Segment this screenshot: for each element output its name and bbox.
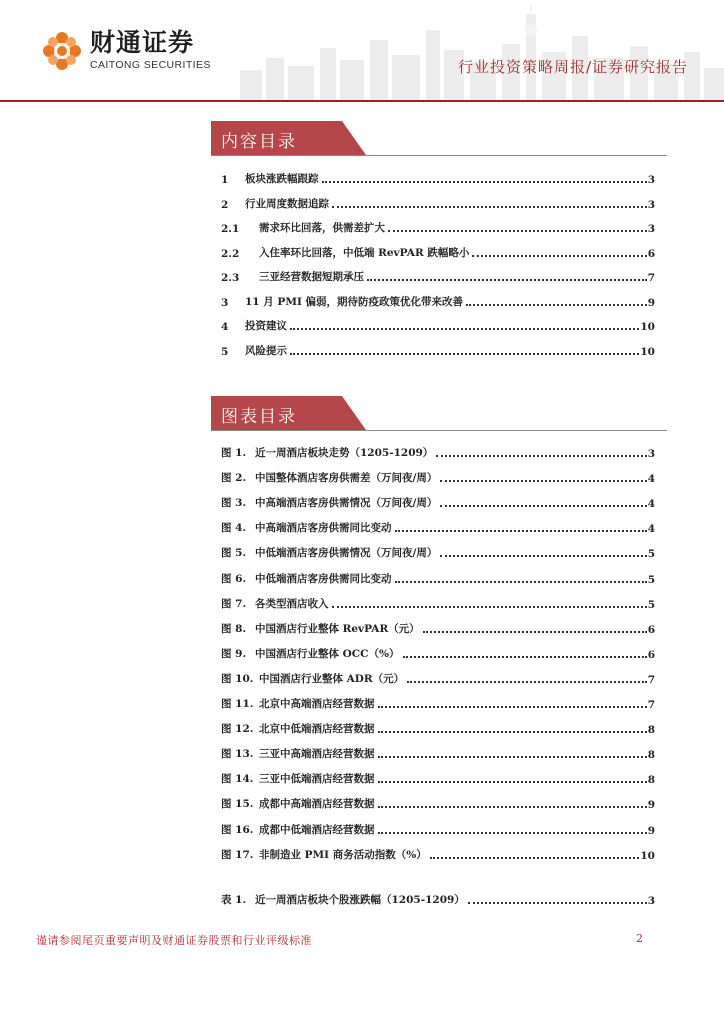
figure-number: 图 11. (221, 698, 254, 710)
figure-page: 4 (647, 498, 655, 511)
figure-title: 中国酒店行业整体 ADR（元） (259, 672, 405, 685)
figure-page: 5 (647, 573, 655, 586)
figure-title: 非制造业 PMI 商务活动指数（%） (259, 848, 427, 861)
figure-page: 8 (647, 749, 655, 762)
figure-entry[interactable] (221, 720, 655, 736)
figure-page: 10 (640, 849, 655, 862)
dot-leader (395, 530, 647, 532)
figure-page: 6 (647, 648, 655, 661)
report-type: 行业投资策略周报/证券研究报告 (457, 58, 688, 76)
figure-title: 中高端酒店客房供需情况（万间夜/周） (255, 497, 438, 510)
contents-divider (211, 155, 667, 156)
figure-title: 三亚中低端酒店经营数据 (259, 773, 375, 786)
figure-number: 图 7. (221, 597, 247, 610)
figure-page: 8 (647, 774, 655, 787)
figure-entry[interactable] (221, 670, 655, 686)
figure-number: 图 2. (221, 472, 247, 485)
toc-number: 4 (221, 321, 229, 333)
toc-entry[interactable] (221, 219, 655, 235)
dot-leader (367, 279, 647, 281)
toc-title: 入住率环比回落，中低端 RevPAR 跌幅略小 (259, 246, 470, 259)
figure-number: 图 9. (221, 647, 247, 660)
figure-page: 9 (647, 799, 655, 812)
figure-entry[interactable] (221, 645, 655, 661)
toc-title: 11 月 PMI 偏弱，期待防疫政策优化带来改善 (245, 295, 464, 308)
city-skyline-graphic (230, 0, 724, 100)
toc-entry[interactable] (221, 293, 655, 309)
company-logo (42, 30, 211, 71)
dot-leader (332, 606, 647, 608)
figure-page: 7 (647, 673, 655, 686)
dot-leader (423, 631, 647, 633)
figure-title: 北京中高端酒店经营数据 (259, 698, 375, 710)
figure-title: 中低端酒店客房供需同比变动 (255, 572, 392, 585)
figure-entry[interactable] (221, 695, 655, 711)
figure-entry[interactable] (221, 469, 655, 485)
figure-number: 图 1. (221, 447, 247, 459)
page-header (0, 0, 724, 108)
caitong-logo-icon (42, 31, 82, 71)
company-name-en: CAITONG SECURITIES (90, 59, 211, 71)
figure-number: 图 12. (221, 723, 254, 736)
toc-page: 6 (647, 247, 655, 260)
toc-number: 2.1 (221, 223, 240, 235)
table-title: 近一周酒店板块个股涨跌幅（1205-1209） (255, 893, 465, 906)
toc-entry[interactable] (221, 317, 655, 333)
company-name-cn: 财通证券 (90, 28, 195, 57)
figure-entry[interactable] (221, 770, 655, 786)
figure-number: 图 3. (221, 497, 247, 510)
toc-number: 2.3 (221, 272, 240, 284)
dot-leader (378, 731, 647, 733)
toc-page: 10 (640, 345, 655, 358)
figure-page: 4 (647, 473, 655, 486)
toc-entry[interactable] (221, 244, 655, 260)
figure-page: 4 (647, 523, 655, 536)
figure-title: 成都中高端酒店经营数据 (259, 798, 375, 811)
dot-leader (395, 581, 647, 583)
figure-page: 8 (647, 724, 655, 737)
table-number: 表 1. (221, 893, 247, 906)
dot-leader (378, 781, 647, 783)
toc-title: 风险提示 (245, 344, 287, 357)
toc-page: 3 (647, 223, 655, 235)
toc-entry[interactable] (221, 268, 655, 284)
toc-number: 2.2 (221, 247, 240, 260)
dot-leader (378, 806, 647, 808)
figure-number: 图 15. (221, 798, 254, 811)
figure-page: 5 (647, 548, 655, 561)
dot-leader (403, 656, 647, 658)
figure-entry[interactable] (221, 519, 655, 535)
figure-entry[interactable] (221, 494, 655, 510)
figure-number: 图 8. (221, 622, 247, 635)
dot-leader (440, 555, 646, 557)
toc-number: 1 (221, 174, 229, 186)
disclaimer-note: 谨请参阅尾页重要声明及财通证券股票和行业评级标准 (36, 934, 312, 947)
toc-page: 7 (647, 272, 655, 284)
figure-entry[interactable] (221, 595, 655, 611)
contents-banner (211, 121, 366, 155)
header-divider (0, 100, 724, 102)
dot-leader (440, 480, 646, 482)
figure-entry[interactable] (221, 444, 655, 460)
table-entry[interactable] (221, 891, 655, 907)
figure-title: 中国酒店行业整体 OCC（%） (255, 647, 400, 660)
figure-entry[interactable] (221, 570, 655, 586)
toc-page: 3 (647, 174, 655, 186)
toc-title: 需求环比回落，供需差扩大 (259, 222, 385, 234)
dot-leader (436, 455, 646, 457)
dot-leader (378, 756, 647, 758)
figures-divider (211, 430, 667, 431)
figure-number: 图 6. (221, 572, 247, 585)
page-number: 2 (636, 932, 643, 945)
toc-title: 行业周度数据追踪 (245, 197, 329, 210)
dot-leader (322, 181, 647, 183)
figure-title: 中国整体酒店客房供需差（万间夜/周） (255, 472, 438, 485)
figure-page: 7 (647, 699, 655, 711)
figure-title: 北京中低端酒店经营数据 (259, 723, 375, 736)
toc-entry[interactable] (221, 195, 655, 211)
figure-entry[interactable] (221, 620, 655, 636)
toc-number: 3 (221, 296, 229, 309)
figure-number: 图 14. (221, 773, 254, 786)
dot-leader (430, 857, 640, 859)
figures-banner (211, 396, 366, 430)
table-page: 3 (647, 894, 655, 907)
toc-title: 三亚经营数据短期承压 (259, 271, 364, 283)
figure-title: 近一周酒店板块走势（1205-1209） (255, 447, 434, 459)
figure-page: 9 (647, 824, 655, 837)
toc-page: 9 (647, 296, 655, 309)
dot-leader (378, 706, 647, 708)
toc-title: 投资建议 (245, 320, 287, 332)
dot-leader (472, 255, 646, 257)
dot-leader (332, 206, 647, 208)
figure-number: 图 17. (221, 848, 254, 861)
toc-page: 10 (640, 321, 655, 333)
toc-number: 2 (221, 198, 229, 211)
figures-heading: 图表目录 (221, 407, 297, 427)
figure-number: 图 10. (221, 672, 254, 685)
figure-page: 3 (647, 448, 655, 460)
dot-leader (290, 353, 639, 355)
figure-entry[interactable] (221, 795, 655, 811)
figure-title: 各类型酒店收入 (255, 597, 329, 610)
figure-title: 成都中低端酒店经营数据 (259, 823, 375, 836)
toc-page: 3 (647, 198, 655, 211)
figure-entry[interactable] (221, 846, 655, 862)
figure-entry[interactable] (221, 745, 655, 761)
dot-leader (290, 328, 639, 330)
dot-leader (466, 304, 647, 306)
figure-number: 图 13. (221, 748, 254, 761)
dot-leader (378, 832, 647, 834)
figure-title: 三亚中高端酒店经营数据 (259, 748, 375, 761)
contents-heading: 内容目录 (221, 132, 297, 152)
toc-entry[interactable] (221, 342, 655, 358)
figure-page: 6 (647, 623, 655, 636)
figure-entry[interactable] (221, 821, 655, 837)
figure-page: 5 (647, 598, 655, 611)
figure-number: 图 16. (221, 823, 254, 836)
dot-leader (407, 681, 647, 683)
dot-leader (388, 230, 647, 232)
figure-number: 图 4. (221, 522, 247, 535)
figure-title: 中低端酒店客房供需情况（万间夜/周） (255, 547, 438, 560)
toc-title: 板块涨跌幅跟踪 (245, 173, 319, 185)
figure-entry[interactable] (221, 544, 655, 560)
dot-leader (468, 902, 647, 904)
figure-number: 图 5. (221, 547, 247, 560)
figure-title: 中高端酒店客房供需同比变动 (255, 522, 392, 535)
toc-number: 5 (221, 345, 229, 358)
figure-title: 中国酒店行业整体 RevPAR（元） (255, 622, 420, 635)
toc-entry[interactable] (221, 170, 655, 186)
dot-leader (440, 505, 646, 507)
